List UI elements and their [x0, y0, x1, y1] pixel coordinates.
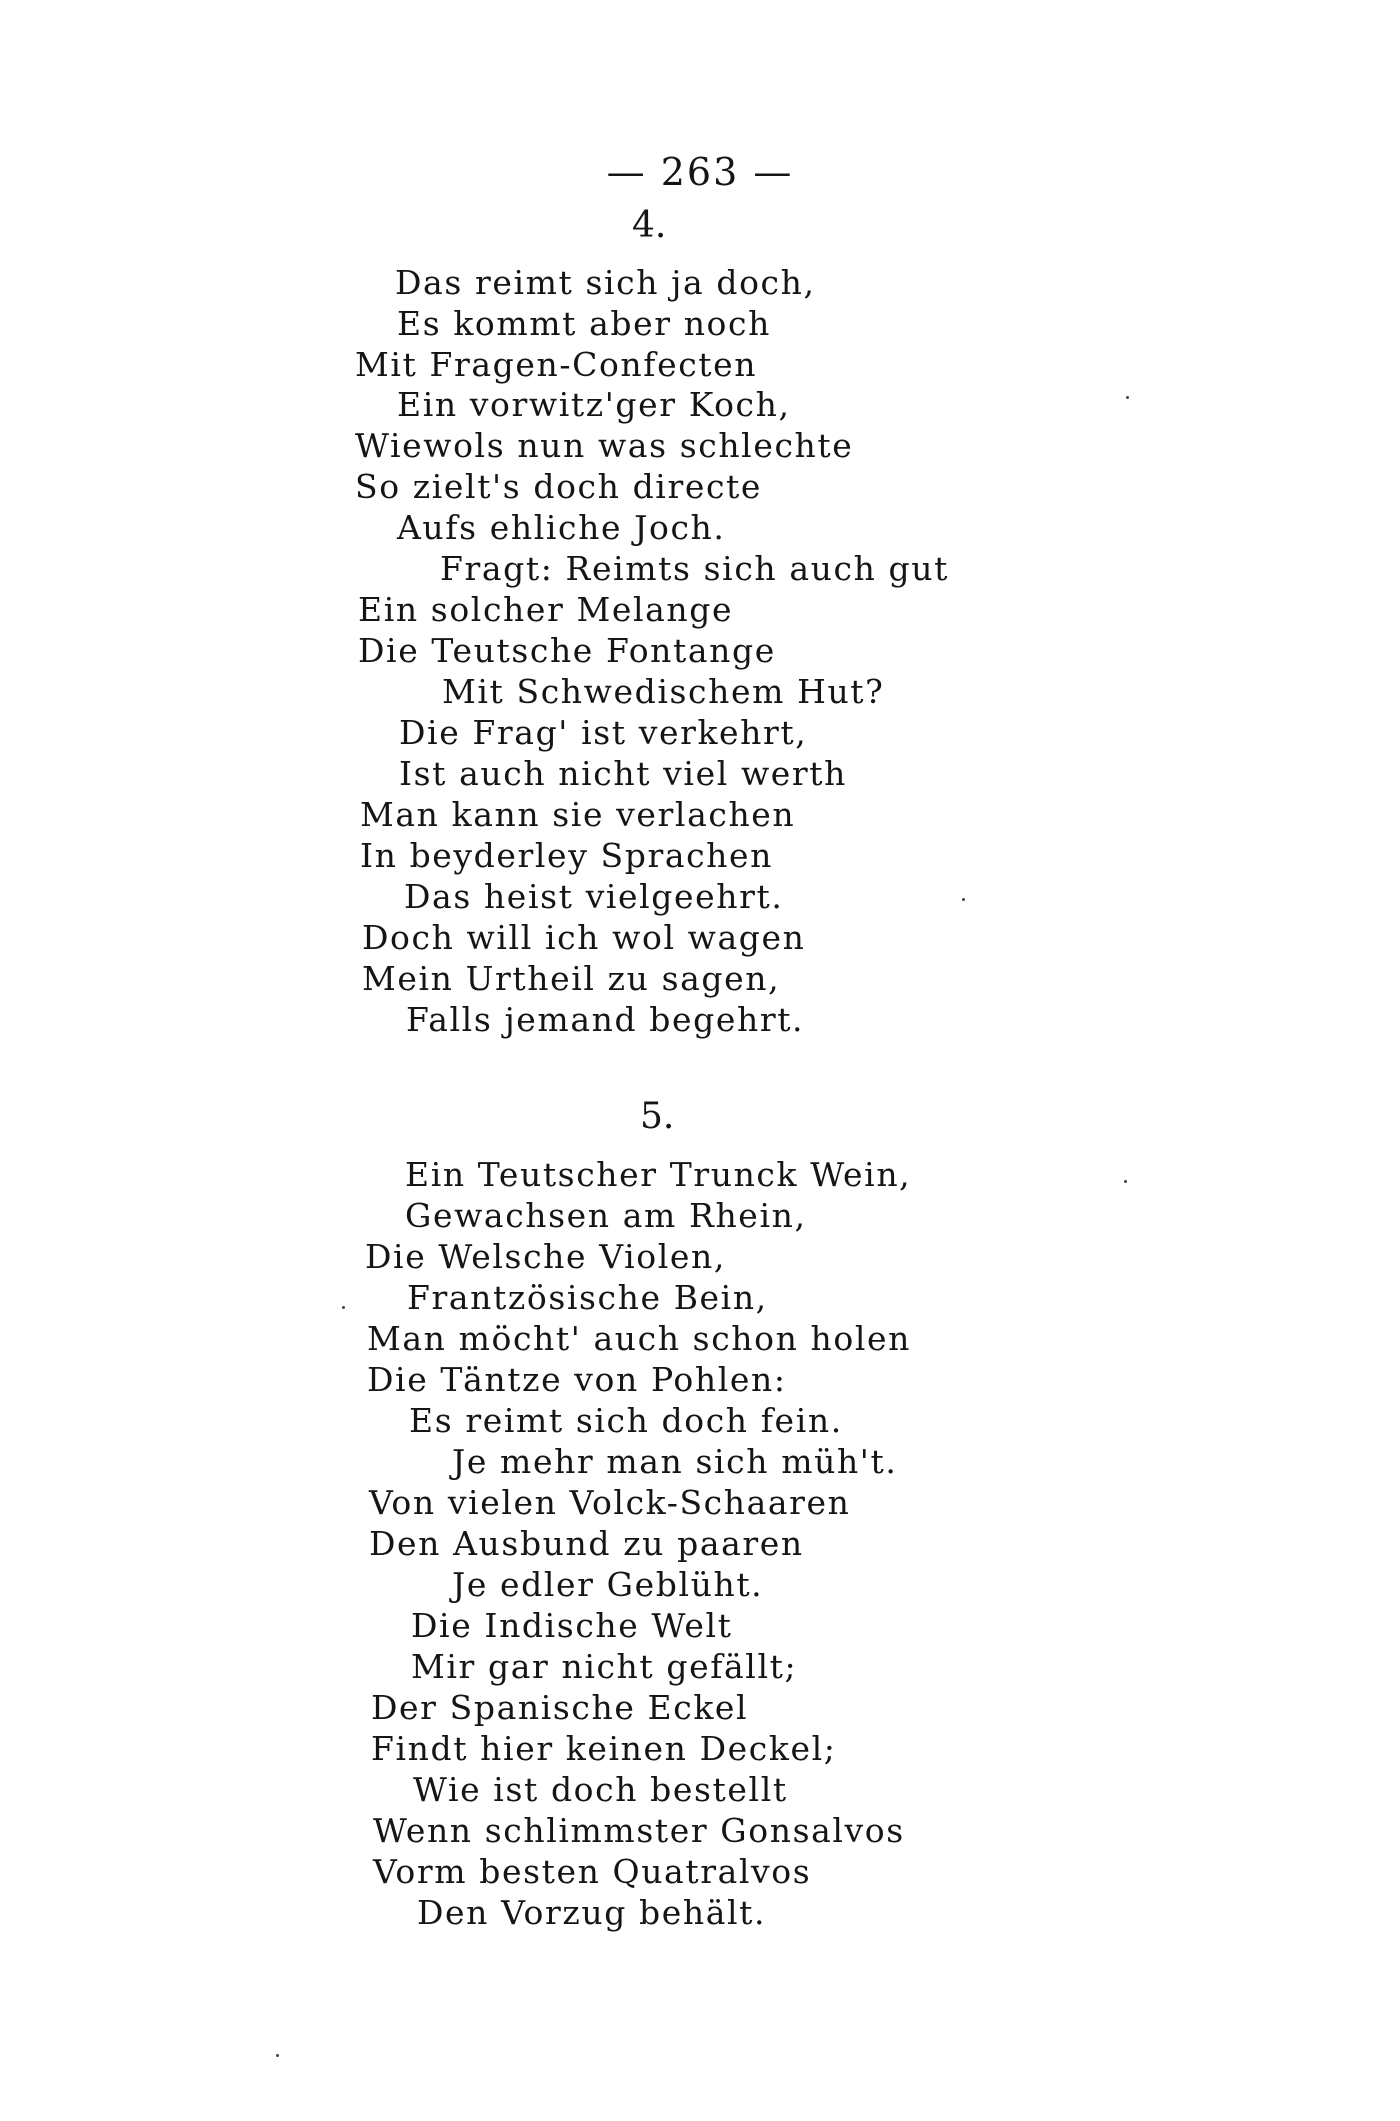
scan-speck — [342, 1306, 345, 1309]
verse-line: Gewachsen am Rhein, — [405, 1196, 807, 1235]
verse-line: Mir gar nicht gefällt; — [411, 1647, 798, 1686]
verse-line: Mit Schwedischem Hut? — [442, 672, 885, 711]
verse-line: Den Ausbund zu paaren — [369, 1524, 804, 1563]
verse-line: Das reimt sich ja doch, — [395, 263, 816, 302]
verse-line: Ist auch nicht viel werth — [399, 754, 848, 793]
stanza-number: 5. — [640, 1096, 675, 1137]
verse-line: Die Täntze von Pohlen: — [367, 1360, 787, 1399]
verse-line: Wiewols nun was schlechte — [355, 426, 854, 465]
scan-speck — [1126, 396, 1129, 399]
verse-line: Den Vorzug behält. — [417, 1893, 767, 1932]
verse-line: Fragt: Reimts sich auch gut — [440, 549, 949, 588]
verse-line: Wenn schlimmster Gonsalvos — [373, 1811, 905, 1850]
verse-line: Man möcht' auch schon holen — [367, 1319, 912, 1358]
verse-line: Je mehr man sich müh't. — [452, 1442, 898, 1481]
page-number: — 263 — — [606, 150, 794, 194]
verse-line: Die Indische Welt — [411, 1606, 733, 1645]
verse-line: Es reimt sich doch fein. — [409, 1401, 843, 1440]
verse-line: So zielt's doch directe — [355, 467, 763, 506]
verse-line: Es kommt aber noch — [397, 304, 771, 343]
verse-line: Man kann sie verlachen — [360, 795, 796, 834]
verse-line: Vorm besten Quatralvos — [373, 1852, 812, 1891]
verse-line: Die Teutsche Fontange — [358, 631, 776, 670]
verse-line: Das heist vielgeehrt. — [404, 877, 784, 916]
verse-line: Ein vorwitz'ger Koch, — [397, 385, 791, 424]
verse-line: Doch will ich wol wagen — [362, 918, 806, 957]
verse-line: Mit Fragen-Confecten — [355, 345, 758, 384]
verse-line: Aufs ehliche Joch. — [397, 508, 726, 547]
verse-line: In beyderley Sprachen — [360, 836, 774, 875]
verse-line: Frantzösische Bein, — [407, 1278, 768, 1317]
stanza-number: 4. — [632, 205, 667, 246]
verse-line: Falls jemand begehrt. — [406, 1000, 805, 1039]
verse-line: Findt hier keinen Deckel; — [371, 1729, 837, 1768]
scan-speck — [276, 2054, 279, 2057]
verse-line: Von vielen Volck-Schaaren — [369, 1483, 851, 1522]
scan-speck — [962, 898, 965, 901]
scan-speck — [1124, 1180, 1127, 1183]
verse-line: Ein Teutscher Trunck Wein, — [405, 1155, 912, 1194]
verse-line: Wie ist doch bestellt — [413, 1770, 788, 1809]
verse-line: Die Welsche Violen, — [365, 1237, 726, 1276]
verse-line: Ein solcher Melange — [358, 590, 734, 629]
verse-line: Mein Urtheil zu sagen, — [362, 959, 781, 998]
verse-line: Je edler Geblüht. — [452, 1565, 764, 1604]
verse-line: Der Spanische Eckel — [371, 1688, 749, 1727]
verse-line: Die Frag' ist verkehrt, — [399, 713, 808, 752]
